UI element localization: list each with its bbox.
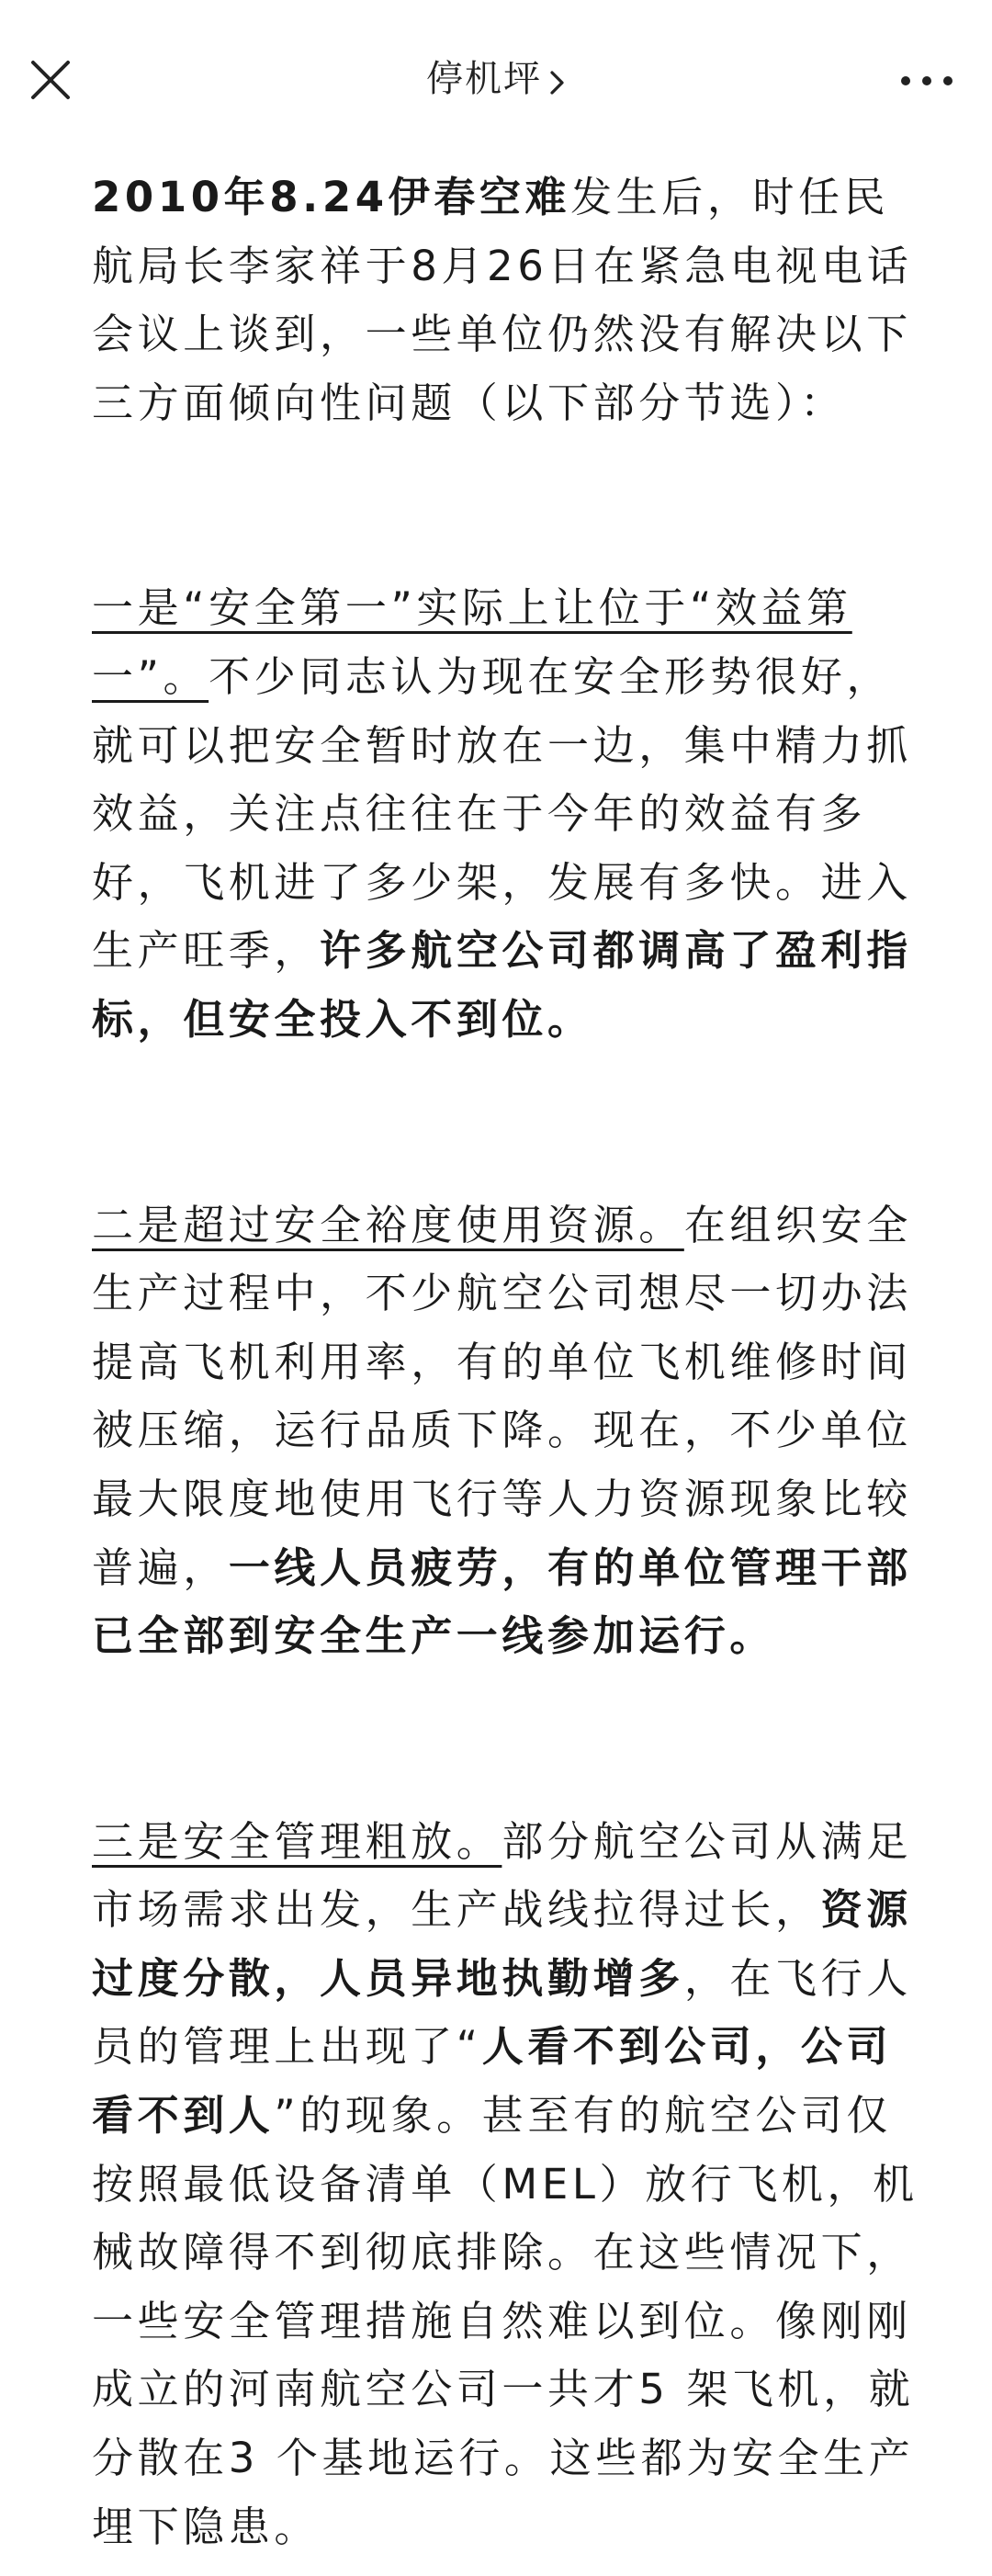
more-options-button[interactable] xyxy=(895,64,959,97)
point-three-bold-2: 人看不到公司，公司看不到人 xyxy=(92,2022,893,2141)
point-two-bold: 一线人员疲劳，有的单位管理干部已全部到安全生产一线参加运行。 xyxy=(92,1542,912,1661)
point-three-text-2: ，在飞行人员的管理上出现了“ xyxy=(92,1953,912,2072)
top-navigation-bar xyxy=(0,0,992,156)
point-one-text: 不少同志认为现在安全形势很好，就可以把安全暂时放在一边，集中精力抓效益，关注点往往在于今年的效益有多好，飞机进了多少架，发展有多快。进入生产旺季， xyxy=(92,651,912,976)
more-dots-icon xyxy=(895,64,959,97)
point-one-bold: 许多航空公司都调高了盈利指标，但安全投入不到位。 xyxy=(92,926,912,1044)
paragraph-spacer xyxy=(92,1055,919,1192)
point-one-paragraph xyxy=(92,574,919,1054)
point-three-heading: 三是安全管理粗放。 xyxy=(92,1816,502,1866)
page-title xyxy=(0,53,992,105)
point-two-heading: 二是超过安全裕度使用资源。 xyxy=(92,1200,684,1249)
point-three-bold: 资源过度分散，人员异地执勤增多 xyxy=(92,1885,912,2003)
point-three-paragraph xyxy=(92,1808,919,2562)
paragraph-spacer xyxy=(92,437,919,574)
intro-text: 发生后，时任民航局长李家祥于8月26日在紧急电视电话会议上谈到，一些单位仍然没有解决以下三方面倾向性问题（以下部分节选）： xyxy=(92,173,913,427)
paragraph-spacer xyxy=(92,1671,919,1808)
account-name-link[interactable] xyxy=(426,58,566,100)
intro-paragraph xyxy=(92,164,919,437)
point-three-text-3: ”的现象。甚至有的航空公司仅按照最低设备清单（MEL）放行飞机，机械故障得不到彻底排除。在这些情况下，一些安全管理措施自然难以到位。像刚刚成立的河南航空公司一共才5 架飞机，就分散在3 个基地运行。这些都为安全生产埋下隐患。 xyxy=(92,2091,919,2551)
article-body xyxy=(92,164,919,2561)
account-name: 停机坪 xyxy=(426,58,542,100)
point-one-heading: 一是“安全第一”实际上让位于“效益第一”。 xyxy=(92,583,852,701)
point-two-text: 在组织安全生产过程中，不少航空公司想尽一切办法提高飞机利用率，有的单位飞机维修时间被压缩，运行品质下降。现在，不少单位最大限度地使用飞行等人力资源现象比较普遍， xyxy=(92,1200,912,1592)
point-three-text: 部分航空公司从满足市场需求出发，生产战线拉得过长， xyxy=(92,1816,912,1935)
point-two-paragraph xyxy=(92,1192,919,1671)
intro-bold: 2010年8.24伊春空难 xyxy=(92,173,571,221)
chevron-right-icon xyxy=(549,69,566,96)
